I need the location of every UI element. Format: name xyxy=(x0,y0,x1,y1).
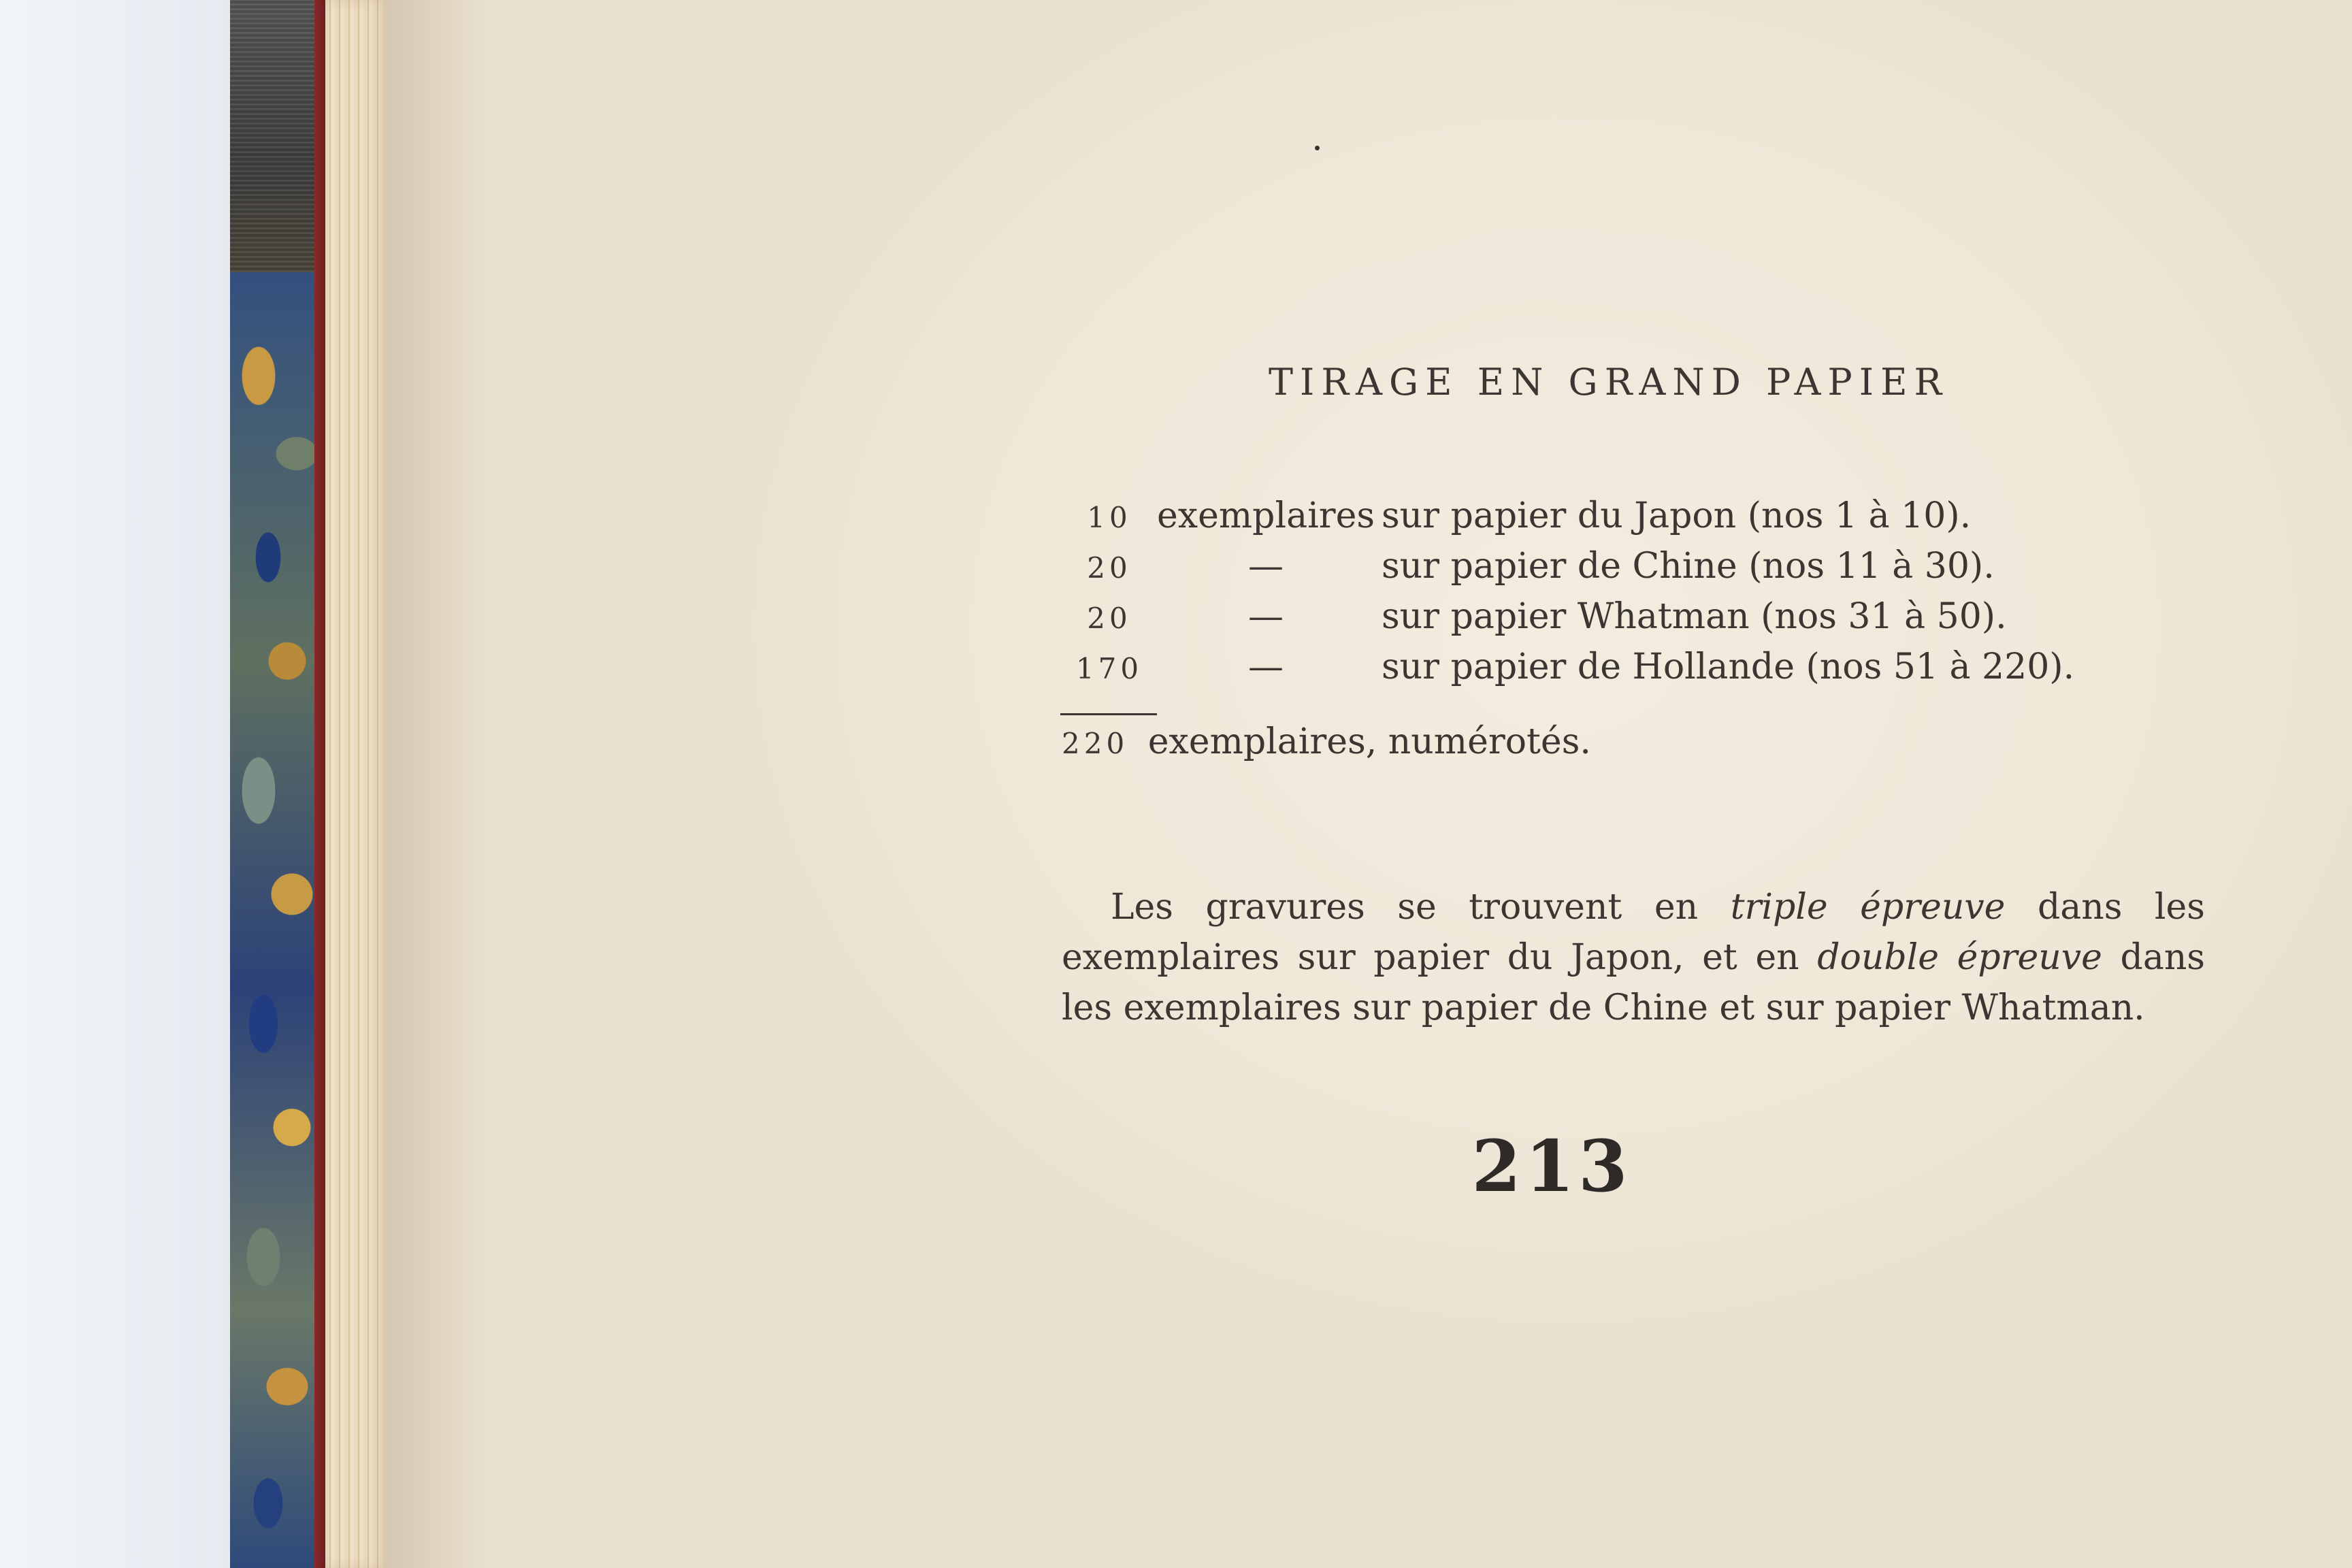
note-text: dans les exemplaires sur papier de Chine et sur papier Whatman. xyxy=(1062,937,2205,1028)
marbled-paper xyxy=(230,272,325,1568)
total-count: 220 xyxy=(1062,727,1129,760)
copy-number: 213 xyxy=(1471,1124,1632,1208)
paper-type: sur papier Whatman xyxy=(1382,596,1750,637)
note-italic: triple épreuve xyxy=(1730,887,2006,928)
copy-numbers: (nos 1 à 10). xyxy=(1747,495,1972,536)
print-row xyxy=(1062,647,2164,697)
note-text: dans les exemplaires sur papier du Japon, et en xyxy=(1062,887,2205,978)
leather-spine xyxy=(230,0,325,272)
print-paper xyxy=(1382,495,1971,536)
print-row xyxy=(1062,596,2164,647)
copy-numbers: (nos 51 à 220). xyxy=(1806,647,2075,687)
page-edges xyxy=(325,0,387,1568)
ink-speck xyxy=(1315,146,1320,150)
print-run-table xyxy=(1062,495,2164,697)
engravings-note xyxy=(1062,882,2205,1033)
page-heading: TIRAGE EN GRAND PAPIER xyxy=(1269,361,1949,404)
red-edge xyxy=(314,0,325,1568)
print-paper xyxy=(1382,647,2074,687)
background xyxy=(0,0,238,1568)
print-total xyxy=(1062,721,1591,762)
print-ditto: — xyxy=(1248,647,1284,687)
print-paper xyxy=(1382,546,1995,587)
print-count: 170 xyxy=(1075,652,1143,685)
print-ditto: — xyxy=(1248,596,1284,637)
copy-numbers: (nos 31 à 50). xyxy=(1761,596,2007,637)
print-row xyxy=(1062,546,2164,596)
print-count: 20 xyxy=(1087,551,1132,585)
gutter-shadow xyxy=(387,0,482,1568)
print-count: 10 xyxy=(1087,501,1132,534)
print-paper xyxy=(1382,596,2007,637)
paper-type: sur papier de Hollande xyxy=(1382,647,1795,687)
note-italic: double épreuve xyxy=(1817,937,2102,978)
total-rule xyxy=(1060,713,1157,715)
book-binding xyxy=(230,0,325,1568)
book-page xyxy=(387,0,2352,1568)
note-text: Les gravures se trouvent en xyxy=(1111,887,1731,928)
print-count: 20 xyxy=(1087,602,1132,635)
paper-type: sur papier du Japon xyxy=(1382,495,1737,536)
print-ditto: — xyxy=(1248,546,1284,587)
paper-type: sur papier de Chine xyxy=(1382,546,1737,587)
total-text: exemplaires, numérotés. xyxy=(1147,721,1591,762)
print-label: exemplaires xyxy=(1157,495,1375,536)
copy-numbers: (nos 11 à 30). xyxy=(1748,546,1995,587)
print-row xyxy=(1062,495,2164,546)
